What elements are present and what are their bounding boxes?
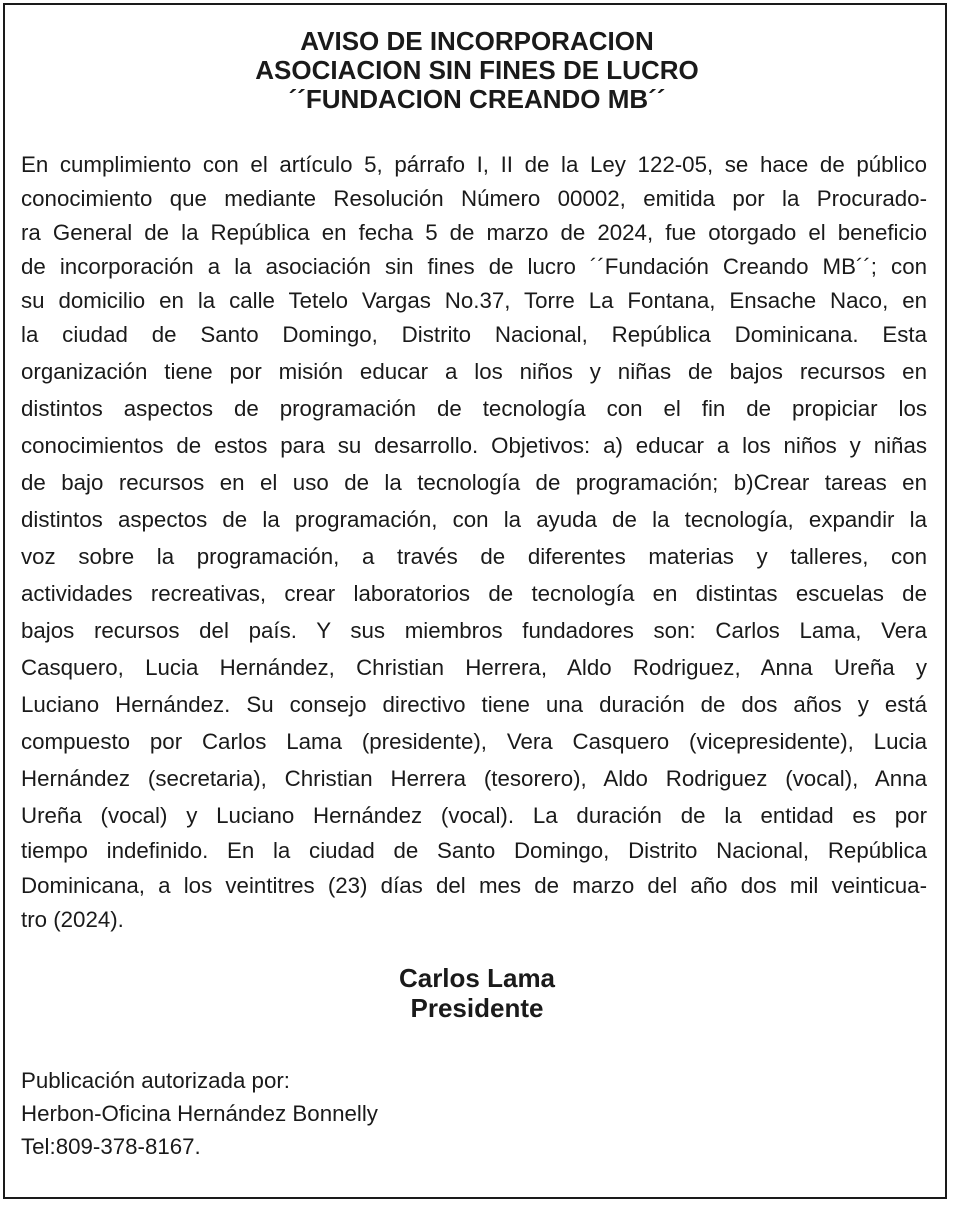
body-line: Ureña (vocal) y Luciano Hernández (vocal). La duración de la entidad es por xyxy=(21,803,927,828)
body-line: tiempo indefinido. En la ciudad de Santo Domingo, Distrito Nacional, República xyxy=(21,838,927,863)
body-line: distintos aspectos de la programación, con la ayuda de la tecnología, expandir la xyxy=(21,507,927,532)
body-line: Dominicana, a los veintitres (23) días del mes de marzo del año dos mil veinticua- xyxy=(21,873,927,898)
body-line: Hernández (secretaria), Christian Herrera (tesorero), Aldo Rodriguez (vocal), Anna xyxy=(21,766,927,791)
body-line: Casquero, Lucia Hernández, Christian Herrera, Aldo Rodriguez, Anna Ureña y xyxy=(21,655,927,680)
body-line: su domicilio en la calle Tetelo Vargas No.37, Torre La Fontana, Ensache Naco, en xyxy=(21,288,927,313)
footer-phone-line: Tel:809-378-8167. xyxy=(21,1134,201,1159)
signature-role: Presidente xyxy=(410,993,544,1023)
notice-title xyxy=(0,27,954,114)
footer-office-line: Herbon-Oficina Hernández Bonnelly xyxy=(21,1101,378,1126)
body-line: Luciano Hernández. Su consejo directivo tiene una duración de dos años y está xyxy=(21,692,927,717)
body-line: de bajo recursos en el uso de la tecnología de programación; b)Crear tareas en xyxy=(21,470,927,495)
body-line: voz sobre la programación, a través de diferentes materias y talleres, con xyxy=(21,544,927,569)
signature-name: Carlos Lama xyxy=(398,963,556,993)
publication-footer xyxy=(21,1064,378,1163)
body-line: distintos aspectos de programación de tecnología con el fin de propiciar los xyxy=(21,396,927,421)
body-line: conocimientos de estos para su desarrollo. Objetivos: a) educar a los niños y niñas xyxy=(21,433,927,458)
body-line: de incorporación a la asociación sin fines de lucro ´´Fundación Creando MB´´; con xyxy=(21,254,927,279)
body-line: ra General de la República en fecha 5 de marzo de 2024, fue otorgado el beneficio xyxy=(21,220,927,245)
body-line: actividades recreativas, crear laboratorios de tecnología en distintas escuelas de xyxy=(21,581,927,606)
title-line-1: AVISO DE INCORPORACION xyxy=(300,26,654,56)
body-line: conocimiento que mediante Resolución Número 00002, emitida por la Procurado- xyxy=(21,186,927,211)
body-line: En cumplimiento con el artículo 5, párrafo I, II de la Ley 122-05, se hace de público xyxy=(21,152,927,177)
body-line: bajos recursos del país. Y sus miembros fundadores son: Carlos Lama, Vera xyxy=(21,618,927,643)
body-line: compuesto por Carlos Lama (presidente), Vera Casquero (vicepresidente), Lucia xyxy=(21,729,927,754)
footer-authorized-line: Publicación autorizada por: xyxy=(21,1068,290,1093)
body-line: tro (2024). xyxy=(21,907,124,932)
body-line: la ciudad de Santo Domingo, Distrito Nacional, República Dominicana. Esta xyxy=(21,322,927,347)
title-line-3: ´´FUNDACION CREANDO MB´´ xyxy=(288,84,666,114)
title-line-2: ASOCIACION SIN FINES DE LUCRO xyxy=(255,55,699,85)
body-line: organización tiene por misión educar a los niños y niñas de bajos recursos en xyxy=(21,359,927,384)
signature-block xyxy=(0,963,954,1023)
